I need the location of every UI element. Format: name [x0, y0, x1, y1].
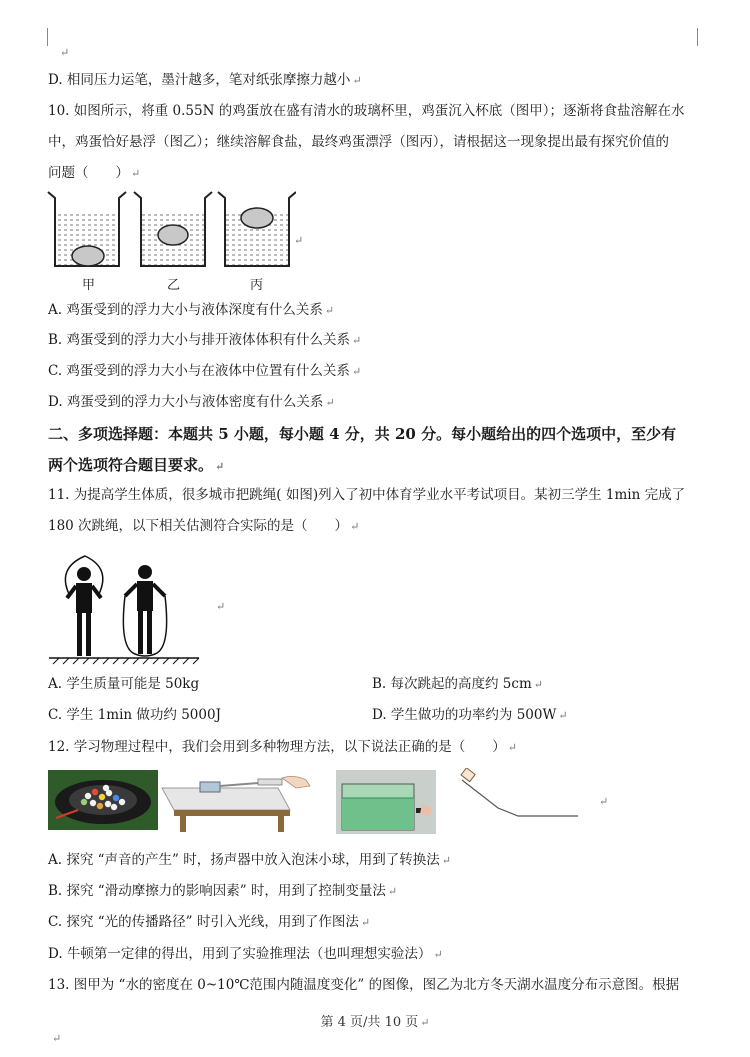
corner-mark-right [697, 28, 698, 46]
paragraph-mark: ↵ [216, 600, 226, 613]
ground [49, 658, 199, 664]
jump-rope-figure [47, 548, 207, 666]
q10-stem-line2: 中，鸡蛋恰好悬浮（图乙）；继续溶解食盐，最终鸡蛋漂浮（图丙），请根据这一现象提出最有探究价值的 [48, 134, 669, 150]
page-footer: 第 4 页/共 10 页 ↵ [320, 1015, 430, 1030]
paragraph-mark: ↵ [52, 1032, 62, 1045]
q10-stem-line3: 问题（ ） ↵ [48, 165, 141, 181]
friction-board-photo [160, 770, 315, 832]
speaker-foam-balls-photo [48, 770, 158, 830]
q12-option-c: C. 探究 “光的传播路径” 时引入光线，用到了作图法 ↵ [48, 914, 371, 930]
paragraph-mark: ↵ [294, 234, 304, 247]
q12-option-a: A. 探究 “声音的产生” 时，扬声器中放入泡沫小球，用到了转换法 ↵ [48, 852, 451, 868]
q11-option-d: D. 学生做功的功率约为 500W ↵ [372, 707, 568, 723]
q12-option-b: B. 探究 “滑动摩擦力的影响因素” 时，用到了控制变量法 ↵ [48, 883, 398, 899]
egg-jia [72, 246, 104, 266]
prev-option-d: D. 相同压力运笔，墨汁越多，笔对纸张摩擦力越小 ↵ [48, 72, 362, 88]
light-path-tank-photo [336, 770, 436, 834]
jumper-1 [65, 556, 102, 656]
q11-stem-line1: 11. 为提高学生体质，很多城市把跳绳( 如图)列入了初中体育学业水平考试项目。某初三学生 1min 完成了 [48, 487, 686, 503]
q12-stem: 12. 学习物理过程中，我们会用到多种物理方法，以下说法正确的是（ ） ↵ [48, 739, 517, 755]
egg-beakers-figure [46, 188, 296, 273]
egg-bing [241, 208, 273, 228]
paragraph-mark: ↵ [60, 46, 70, 59]
corner-mark-left [47, 28, 48, 46]
caption-bing: 丙 [250, 278, 264, 293]
caption-yi: 乙 [167, 278, 181, 293]
q10-option-a: A. 鸡蛋受到的浮力大小与液体深度有什么关系 ↵ [48, 302, 335, 318]
caption-jia: 甲 [82, 278, 96, 293]
q10-option-c: C. 鸡蛋受到的浮力大小与在液体中位置有什么关系 ↵ [48, 363, 362, 379]
incline-plane-diagram [458, 768, 598, 824]
q10-option-d: D. 鸡蛋受到的浮力大小与液体密度有什么关系 ↵ [48, 394, 335, 410]
q10-option-b: B. 鸡蛋受到的浮力大小与排开液体体积有什么关系 ↵ [48, 332, 362, 348]
section2-heading-line2: 两个选项符合题目要求。 ↵ [48, 456, 225, 474]
egg-yi [158, 225, 188, 245]
paragraph-mark: ↵ [599, 795, 609, 808]
q11-option-b: B. 每次跳起的高度约 5cm ↵ [372, 676, 543, 692]
q13-stem-line1: 13. 图甲为 “水的密度在 0~10℃范围内随温度变化” 的图像，图乙为北方冬天湖水温度分布示意图。根据 [48, 977, 680, 993]
beaker-bing [218, 192, 296, 266]
jumper-2 [123, 565, 166, 656]
beaker-jia [48, 192, 126, 266]
section2-heading-line1: 二、多项选择题：本题共 5 小题，每小题 4 分，共 20 分。每小题给出的四个选项中，至少有 [48, 425, 677, 443]
q10-stem-line1: 10. 如图所示，将重 0.55N 的鸡蛋放在盛有清水的玻璃杯里，鸡蛋沉入杯底（图甲）；逐渐将食盐溶解在水 [48, 103, 685, 119]
beaker-yi [134, 192, 212, 266]
q11-stem-line2: 180 次跳绳，以下相关估测符合实际的是（ ） ↵ [48, 518, 360, 534]
q12-option-d: D. 牛顿第一定律的得出，用到了实验推理法（也叫理想实验法） ↵ [48, 946, 443, 962]
q11-option-a: A. 学生质量可能是 50kg [48, 676, 200, 692]
q11-option-c: C. 学生 1min 做功约 5000J [48, 707, 221, 723]
